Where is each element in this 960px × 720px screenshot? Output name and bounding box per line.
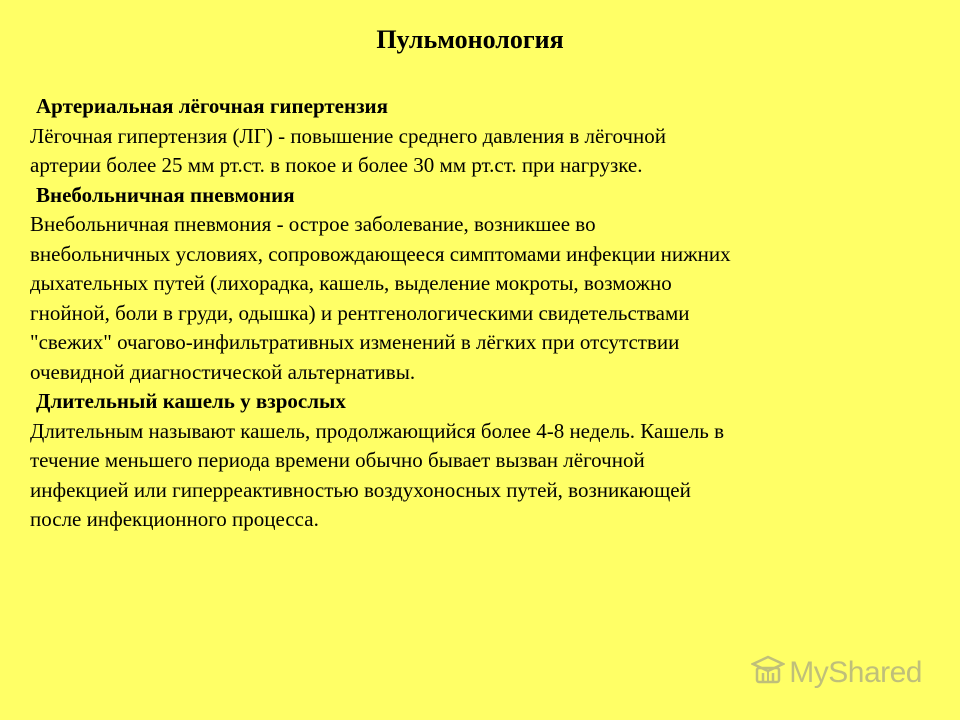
section-line: гнойной, боли в груди, одышка) и рентгенологическими свидетельствами [30,300,690,325]
page-title: Пульмонология [376,25,564,54]
section-heading-pneumonia: Внебольничная пневмония [36,182,295,207]
section-line: артерии более 25 мм рт.ст. в покое и более 30 мм рт.ст. при нагрузке. [30,153,643,177]
section-line: очевидной диагностической альтернативы. [30,359,416,384]
section-line: Лёгочная гипертензия (ЛГ) - повышение среднего давления в лёгочной [30,123,666,148]
section-line: "свежих" очагово-инфильтративных изменений в лёгких при отсутствии [30,330,680,354]
watermark [751,656,922,690]
section-heading-chronic-cough: Длительный кашель у взрослых [36,389,346,413]
section-heading-pulmonary-hypertension: Артериальная лёгочная гипертензия [36,94,388,118]
section-line: Внебольничная пневмония - острое заболевание, возникшее во [30,212,596,236]
section-line: внебольничных условиях, сопровождающееся симптомами инфекции нижних [30,241,731,266]
section-line: дыхательных путей (лихорадка, кашель, выделение мокроты, возможно [30,271,672,295]
mortarboard-icon [751,654,785,693]
section-line: инфекцией или гиперреактивностью воздухоносных путей, возникающей [30,477,691,502]
slide-content [30,92,930,535]
watermark-text: MyShared [789,656,922,689]
section-line: Длительным называют кашель, продолжающийся более 4-8 недель. Кашель в [30,418,725,443]
section-line: после инфекционного процесса. [30,507,319,531]
section-line: течение меньшего периода времени обычно бывает вызван лёгочной [30,448,645,472]
